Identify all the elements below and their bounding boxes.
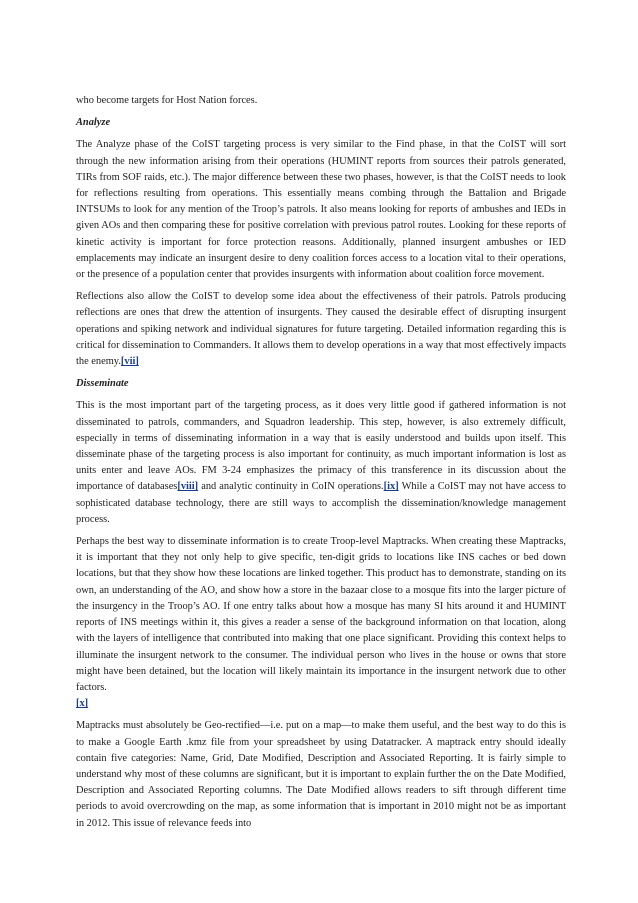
footnote-link-x[interactable]: [x]: [76, 698, 89, 710]
disseminate-paragraph-3-text: Maptracks must absolutely be Geo-rectified—i.e. put on a map—to make them useful, and the best way to do this is to make a Google Earth .kmz file from your spreadsheet by using Datatracker. A maptrack entry should ideally contain five categories: Name, Grid, Date Modified, Description and Associated Reporting. It is fairly simple to understand why most of these columns are significant, but it is important to explain further the on the Date Modified, Description and Associated Reporting columns. The Date Modified allows readers to sift through different time periods to avoid overcrowding on the map, as some information that is important in 2010 might not be as important in 2012. This issue of relevance feeds into: [76, 720, 566, 829]
document-page: [76, 93, 566, 838]
footnote-link-ix[interactable]: [ix]: [383, 481, 399, 493]
analyze-paragraph-1-text: The Analyze phase of the CoIST targeting process is very similar to the Find phase, in that the CoIST will sort through the new information arising from their operations (HUMINT reports from sources their patrols generated, TIRs from SOF raids, etc.). The major difference between these two phases, however, is that the CoIST needs to look for reflections resulting from operations. This essentially means combing through the Battalion and Brigade INTSUMs to look for any mention of the Troop’s patrols. It also means looking for reports of ambushes and IEDs in given AOs and then comparing these for positive correlation with previous patrol routes. Looking for these reports of kinetic activity is important for force protection reasons. Additionally, planned insurgent ambushes or IED emplacements may indicate an insurgent desire to deny coalition forces access to a location vital to their operations, or the presence of a population center that provides insurgents with information about coalition force movement.: [76, 139, 566, 281]
analyze-paragraph-2-text: Reflections also allow the CoIST to develop some idea about the effectiveness of their patrols. Patrols producing reflections are ones that drew the attention of insurgents. They caused the desirable effect of disrupting insurgent operations and spiking network and individual signatures for future targeting. Detailed information regarding this is critical for dissemination to Commanders. It allows them to develop operations in a way that most effectively impacts the enemy.: [76, 291, 566, 368]
disseminate-paragraph-1-text-c: While a CoIST may not have access to sophisticated database technology, there are still ways to accomplish the dissemination/knowledge management process.: [76, 481, 567, 525]
section-heading-analyze: Analyze: [76, 117, 111, 129]
analyze-paragraph-1: [76, 137, 566, 283]
intro-text: who become targets for Host Nation forces.: [76, 95, 258, 106]
footnote-link-viii[interactable]: [viii]: [177, 481, 199, 493]
disseminate-paragraph-2-text: Perhaps the best way to disseminate information is to create Troop-level Maptracks. When creating these Maptracks, it is important that they not only help to give specific, ten-digit grids to locations like INS caches or bed down locations, but that they show how these locations are linked together. This product has to demonstrate, standing on its own, an understanding of the AO, and show how a store in the bazaar close to a mosque fits into the larger picture of the insurgency in the Troop’s AO. If one entry talks about how a mosque has many SI hits around it and HUMINT reports of INS meetings within it, this gives a reader a sense of the background information on that location, along with the layers of intelligence that contributed into making that one place significant. Providing this context helps to illuminate the insurgent network to the consumer. The individual person who lives in the house or owns that store might have been detained, but the location will likely maintain its importance in the insurgent network due to other factors.: [76, 536, 566, 693]
footnote-link-vii[interactable]: [vii]: [120, 356, 139, 368]
intro-paragraph: [76, 93, 566, 109]
analyze-paragraph-2: [76, 289, 566, 370]
disseminate-paragraph-1-text-b: and analytic continuity in CoIN operations.: [198, 481, 384, 493]
disseminate-paragraph-1: [76, 398, 566, 528]
disseminate-paragraph-3: [76, 718, 566, 831]
section-heading-disseminate: Disseminate: [76, 378, 129, 390]
disseminate-paragraph-2: [76, 534, 566, 712]
disseminate-paragraph-1-text-a: This is the most important part of the targeting process, as it does very little good if gathered information is not disseminated to patrols, commanders, and Squadron leadership. This step, however, is also extremely difficult, especially in terms of disseminating information in a way that is easily understood and builds upon itself. This disseminate phase of the targeting process is also important for continuity, as much important information is lost as units enter and leave AOs. FM 3-24 emphasizes the primacy of this transference in its discussion about the importance of databases: [76, 400, 566, 493]
